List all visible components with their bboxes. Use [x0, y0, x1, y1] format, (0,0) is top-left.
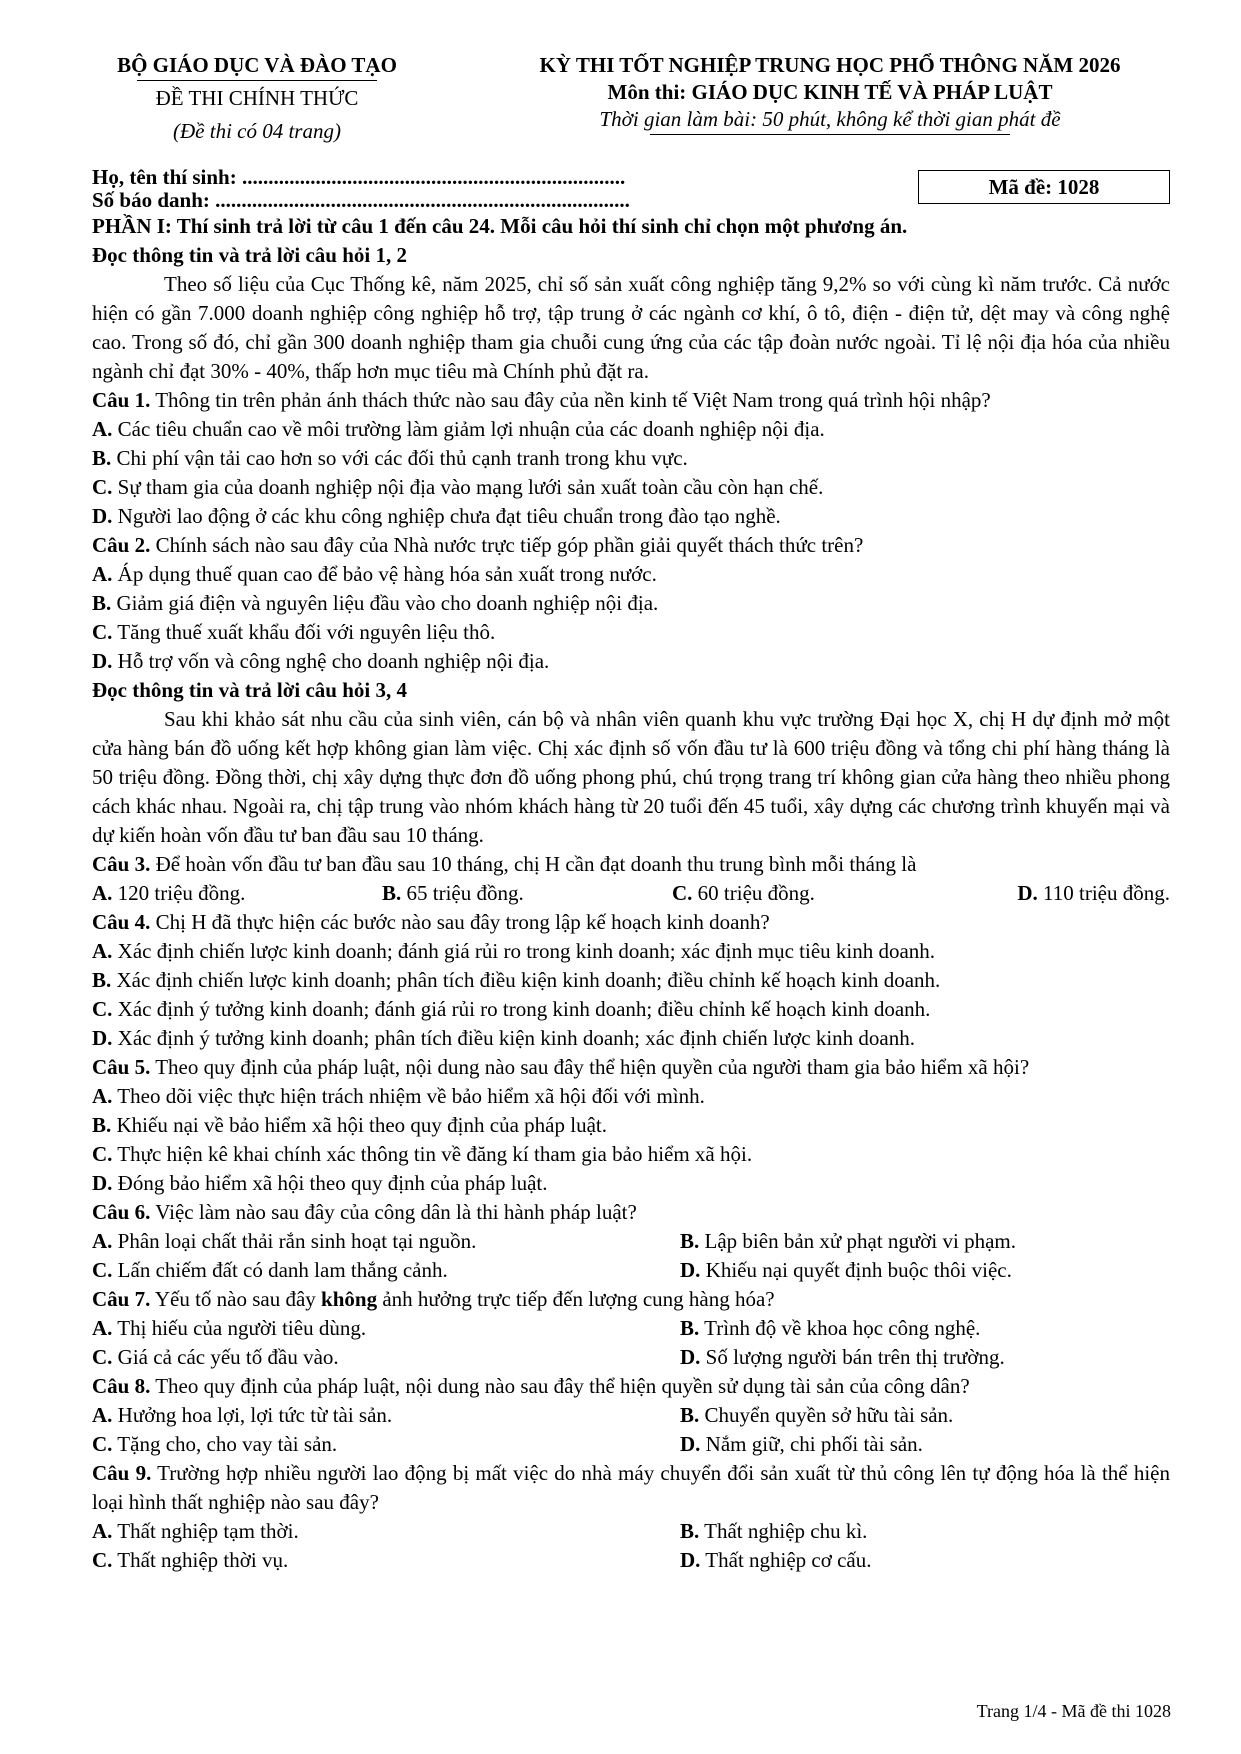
exam-header [92, 52, 1170, 162]
option-1a: A. Các tiêu chuẩn cao về môi trường làm giảm lợi nhuận của các doanh nghiệp nội địa. [92, 417, 825, 441]
question-7: Câu 7. Yếu tố nào sau đây không ảnh hưởng trực tiếp đến lượng cung hàng hóa? [92, 1287, 775, 1311]
exam-subject: Môn thi: GIÁO DỤC KINH TẾ VÀ PHÁP LUẬT [607, 80, 1053, 104]
option-3d: D. 110 triệu đồng. [1017, 881, 1170, 905]
header-rule-left [137, 80, 377, 81]
question-6: Câu 6. Việc làm nào sau đây của công dân là thi hành pháp luật? [92, 1200, 637, 1224]
option-4d: D. Xác định ý tưởng kinh doanh; phân tích điều kiện kinh doanh; xác định chiến lược kinh doanh. [92, 1026, 915, 1050]
candidate-info [92, 166, 1170, 212]
option-7b: B. Trình độ về khoa học công nghệ. [680, 1316, 981, 1340]
exam-title: KỲ THI TỐT NGHIỆP TRUNG HỌC PHỔ THÔNG NĂM 2026 [539, 53, 1121, 77]
option-6d: D. Khiếu nại quyết định buộc thôi việc. [680, 1258, 1012, 1282]
option-9c: C. Thất nghiệp thời vụ. [92, 1548, 289, 1572]
question-4: Câu 4. Chị H đã thực hiện các bước nào sau đây trong lập kế hoạch kinh doanh? [92, 910, 770, 934]
question-8: Câu 8. Theo quy định của pháp luật, nội dung nào sau đây thể hiện quyền sử dụng tài sản của công dân? [92, 1374, 970, 1398]
read-heading-1: Đọc thông tin và trả lời câu hỏi 1, 2 [92, 243, 407, 267]
option-1b: B. Chi phí vận tải cao hơn so với các đối thủ cạnh tranh trong khu vực. [92, 446, 688, 470]
option-2b: B. Giảm giá điện và nguyên liệu đầu vào cho doanh nghiệp nội địa. [92, 591, 659, 615]
candidate-name-field: Họ, tên thí sinh: ......................................................................... [92, 165, 626, 189]
option-3b: B. 65 triệu đồng. [382, 881, 524, 905]
option-5d: D. Đóng bảo hiểm xã hội theo quy định của pháp luật. [92, 1171, 548, 1195]
option-1d: D. Người lao động ở các khu công nghiệp chưa đạt tiêu chuẩn trong đào tạo nghề. [92, 504, 781, 528]
option-7c: C. Giá cả các yếu tố đầu vào. [92, 1345, 339, 1369]
pages-note: (Đề thi có 04 trang) [173, 119, 341, 143]
exam-page [92, 52, 1170, 1575]
option-6b: B. Lập biên bản xử phạt người vi phạm. [680, 1229, 1016, 1253]
question-3: Câu 3. Để hoàn vốn đầu tư ban đầu sau 10 tháng, chị H cần đạt doanh thu trung bình mỗi tháng là [92, 852, 917, 876]
exam-code-box: Mã đề: 1028 [918, 170, 1170, 204]
option-6c: C. Lấn chiếm đất có danh lam thắng cảnh. [92, 1258, 448, 1282]
option-3c: C. 60 triệu đồng. [672, 881, 815, 905]
part-1-heading: PHẦN I: Thí sinh trả lời từ câu 1 đến câu 24. Mỗi câu hỏi thí sinh chỉ chọn một phương án. [92, 214, 908, 238]
option-4b: B. Xác định chiến lược kinh doanh; phân tích điều kiện kinh doanh; điều chỉnh kế hoạch kinh doanh. [92, 968, 941, 992]
question-5: Câu 5. Theo quy định của pháp luật, nội dung nào sau đây thể hiện quyền của người tham gia bảo hiểm xã hội? [92, 1055, 1030, 1079]
read-heading-2: Đọc thông tin và trả lời câu hỏi 3, 4 [92, 678, 407, 702]
option-3a: A. 120 triệu đồng. [92, 881, 246, 905]
option-5b: B. Khiếu nại về bảo hiểm xã hội theo quy định của pháp luật. [92, 1113, 607, 1137]
option-9a: A. Thất nghiệp tạm thời. [92, 1519, 299, 1543]
option-5a: A. Theo dõi việc thực hiện trách nhiệm về bảo hiểm xã hội đối với mình. [92, 1084, 705, 1108]
page-footer: Trang 1/4 - Mã đề thi 1028 [976, 1701, 1171, 1721]
ministry-name: BỘ GIÁO DỤC VÀ ĐÀO TẠO [117, 53, 397, 77]
options-8 [92, 1401, 1170, 1459]
option-4c: C. Xác định ý tưởng kinh doanh; đánh giá rủi ro trong kinh doanh; điều chỉnh kế hoạch kinh doanh. [92, 997, 931, 1021]
option-7a: A. Thị hiếu của người tiêu dùng. [92, 1316, 367, 1340]
option-1c: C. Sự tham gia của doanh nghiệp nội địa vào mạng lưới sản xuất toàn cầu còn hạn chế. [92, 475, 824, 499]
passage-2: Sau khi khảo sát nhu cầu của sinh viên, cán bộ và nhân viên quanh khu vực trường Đại học X, chị H dự định mở một cửa hàng bán đồ uống kết hợp không gian làm việc. Chị xác định số vốn đầu tư là 600 triệu đồng và tổng chi phí hàng tháng là 50 triệu đồng. Đồng thời, chị xây dựng thực đơn đồ uống phong phú, chú trọng trang trí không gian cửa hàng theo nhiều phong cách khác nhau. Ngoài ra, chị tập trung vào nhóm khách hàng từ 20 tuổi đến 45 tuổi, xây dựng các chương trình khuyến mại và dự kiến hoàn vốn đầu tư ban đầu sau 10 tháng. [92, 707, 1170, 847]
option-7d: D. Số lượng người bán trên thị trường. [680, 1345, 1005, 1369]
option-2c: C. Tăng thuế xuất khẩu đối với nguyên liệu thô. [92, 620, 496, 644]
option-2a: A. Áp dụng thuế quan cao để bảo vệ hàng hóa sản xuất trong nước. [92, 562, 657, 586]
option-8b: B. Chuyển quyền sở hữu tài sản. [680, 1403, 954, 1427]
option-6a: A. Phân loại chất thải rắn sinh hoạt tại nguồn. [92, 1229, 477, 1253]
option-8a: A. Hưởng hoa lợi, lợi tức từ tài sản. [92, 1403, 393, 1427]
options-9 [92, 1517, 1170, 1575]
option-9b: B. Thất nghiệp chu kì. [680, 1519, 868, 1543]
option-8d: D. Nắm giữ, chi phối tài sản. [680, 1432, 923, 1456]
option-2d: D. Hỗ trợ vốn và công nghệ cho doanh nghiệp nội địa. [92, 649, 550, 673]
header-right [490, 52, 1170, 139]
options-6 [92, 1227, 1170, 1285]
candidate-id-field: Số báo danh: ............................................................................... [92, 188, 630, 212]
question-2: Câu 2. Chính sách nào sau đây của Nhà nước trực tiếp góp phần giải quyết thách thức trên? [92, 533, 864, 557]
header-rule-right [650, 134, 1010, 135]
option-4a: A. Xác định chiến lược kinh doanh; đánh giá rủi ro trong kinh doanh; xác định mục tiêu kinh doanh. [92, 939, 936, 963]
options-3 [92, 879, 1170, 908]
question-9: Câu 9. Trường hợp nhiều người lao động bị mất việc do nhà máy chuyển đổi sản xuất từ thủ công lên tự động hóa là thể hiện loại hình thất nghiệp nào sau đây? [92, 1461, 1170, 1514]
official-label: ĐỀ THI CHÍNH THỨC [155, 86, 359, 110]
exam-time: Thời gian làm bài: 50 phút, không kể thời gian phát đề [599, 107, 1061, 131]
passage-1: Theo số liệu của Cục Thống kê, năm 2025, chỉ số sản xuất công nghiệp tăng 9,2% so với cùng kì năm trước. Cả nước hiện có gần 7.000 doanh nghiệp công nghiệp hỗ trợ, tập trung ở các ngành cơ khí, ô tô, điện - điện tử, dệt may và công nghệ cao. Trong số đó, chỉ gần 300 doanh nghiệp tham gia chuỗi cung ứng của các tập đoàn nước ngoài. Tỉ lệ nội địa hóa của nhiều ngành chỉ đạt 30% - 40%, thấp hơn mục tiêu mà Chính phủ đặt ra. [92, 272, 1170, 383]
option-9d: D. Thất nghiệp cơ cấu. [680, 1548, 872, 1572]
question-1: Câu 1. Thông tin trên phản ánh thách thức nào sau đây của nền kinh tế Việt Nam trong quá trình hội nhập? [92, 388, 991, 412]
options-7 [92, 1314, 1170, 1372]
option-8c: C. Tặng cho, cho vay tài sản. [92, 1432, 338, 1456]
header-left [92, 52, 422, 145]
option-5c: C. Thực hiện kê khai chính xác thông tin về đăng kí tham gia bảo hiểm xã hội. [92, 1142, 753, 1166]
